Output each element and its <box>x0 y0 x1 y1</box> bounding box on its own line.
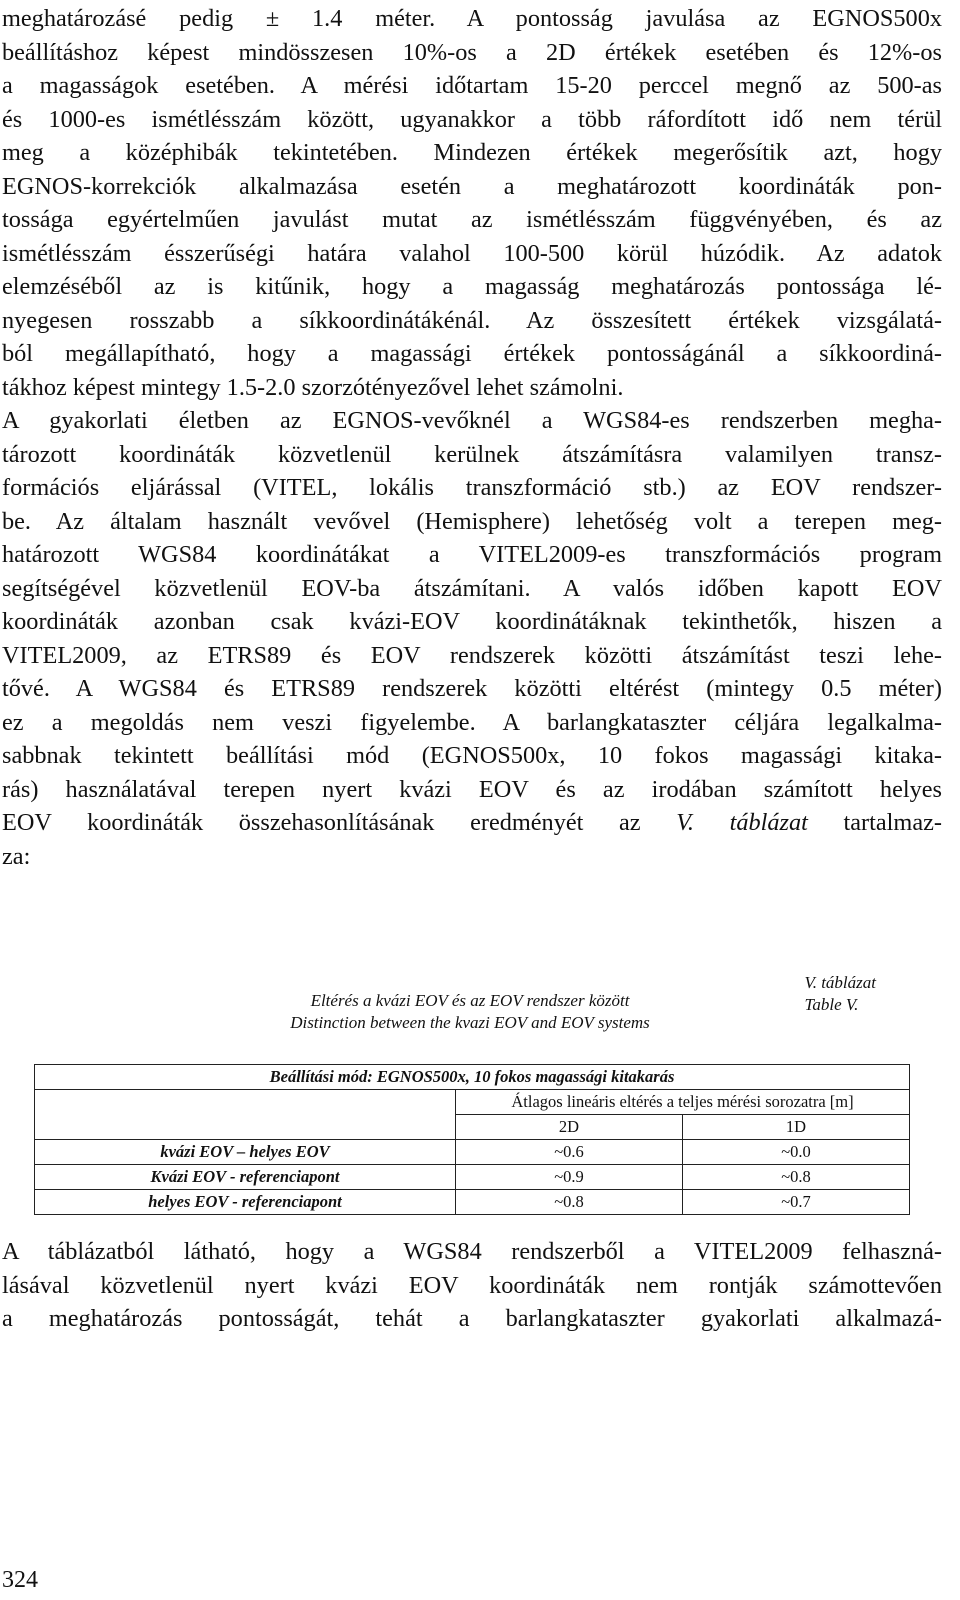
text-line: a meghatározás pontosságát, tehát a barlangkataszter gyakorlati alkalmazá- <box>2 1305 942 1332</box>
value-1d: ~0.8 <box>683 1165 910 1190</box>
value-2d: ~0.6 <box>456 1140 683 1165</box>
table-title-hu: Eltérés a kvázi EOV és az EOV rendszer között <box>310 991 630 1010</box>
table-title-caption <box>250 990 690 1034</box>
text-line: ismétlésszám ésszerűségi határa valahol 100-500 körül húzódik. Az adatok <box>2 239 942 267</box>
text-fragment: EOV koordináták összehasonlításának eredményét az <box>2 809 677 836</box>
value-2d: ~0.9 <box>456 1165 683 1190</box>
row-label: helyes EOV - referenciapont <box>35 1190 456 1215</box>
text-line: koordináták azonban csak kvázi-EOV koordinátáknak tekinthetők, hiszen a <box>2 608 942 635</box>
table-number-caption <box>805 972 876 1016</box>
text-line: a magasságok esetében. A mérési időtartam 15-20 perccel megnő az 500-as <box>2 72 942 99</box>
page-number: 324 <box>2 1567 38 1593</box>
text-line: za: <box>2 842 31 870</box>
table-row <box>35 1190 910 1215</box>
value-1d: ~0.0 <box>683 1140 910 1165</box>
mode-header-cell: Beállítási mód: EGNOS500x, 10 fokos magassági kitakarás <box>35 1065 910 1090</box>
column-header-2d: 2D <box>456 1115 683 1140</box>
text-line: EGNOS-korrekciók alkalmazása esetén a meghatározott koordináták pon- <box>2 172 942 200</box>
text-line: segítségével közvetlenül EOV-ba átszámítani. A valós időben kapott EOV <box>2 574 942 602</box>
table-header-row <box>35 1065 910 1090</box>
text-line: tározott koordináták közvetlenül kerülnek átszámításra valamilyen transz- <box>2 440 942 468</box>
value-2d: ~0.8 <box>456 1190 683 1215</box>
paragraph-2 <box>2 1235 942 1336</box>
text-line: VITEL2009, az ETRS89 és EOV rendszerek közötti átszámítást teszi lehe- <box>2 641 942 669</box>
metric-header-cell: Átlagos lineáris eltérés a teljes mérési sorozatra [m] <box>456 1090 910 1115</box>
table-number-hu: V. táblázat <box>804 973 876 992</box>
row-label: Kvázi EOV - referenciapont <box>35 1165 456 1190</box>
text-line: A gyakorlati életben az EGNOS-vevőknél a WGS84-es rendszerben megha- <box>2 407 942 434</box>
table-header-row <box>35 1090 910 1115</box>
table-reference-link: V. táblázat <box>676 809 808 836</box>
empty-corner-cell <box>35 1090 456 1140</box>
text-line: határozott WGS84 koordinátákat a VITEL2009-es transzformációs program <box>2 541 942 568</box>
text-line-with-table-reference <box>2 806 942 840</box>
text-line: ez a megoldás nem veszi figyelembe. A barlangkataszter céljára legalkalma- <box>2 708 942 736</box>
text-line: és 1000-es ismétlésszám között, ugyanakkor a több ráfordított idő nem térül <box>2 105 942 133</box>
column-header-1d: 1D <box>683 1115 910 1140</box>
text-line: lásával közvetlenül nyert kvázi EOV koordináták nem rontják számottevően <box>2 1271 942 1299</box>
table-row <box>35 1140 910 1165</box>
table-title-en: Distinction between the kvazi EOV and EOV systems <box>290 1013 650 1032</box>
text-line: meghatározásé pedig ± 1.4 méter. A pontosság javulása az EGNOS500x <box>2 5 942 32</box>
value-1d: ~0.7 <box>683 1190 910 1215</box>
text-line: tossága egyértelműen javulást mutat az ismétlésszám függvényében, és az <box>2 206 942 233</box>
text-line: nyegesen rosszabb a síkkoordinátákénál. Az összesített értékek vizsgálatá- <box>2 306 942 334</box>
text-line: sabbnak tekintett beállítási mód (EGNOS500x, 10 fokos magassági kitaka- <box>2 742 942 769</box>
table-row <box>35 1165 910 1190</box>
table-number-en: Table V. <box>804 995 859 1014</box>
text-line: ból megállapítható, hogy a magassági értékek pontosságánál a síkkoordiná- <box>2 340 942 367</box>
text-line: elemzéséből az is kitűnik, hogy a magasság meghatározás pontossága lé- <box>2 273 942 300</box>
text-line: beállításhoz képest mindösszesen 10%-os a 2D értékek esetében és 12%-os <box>2 38 942 66</box>
paragraph-1 <box>2 2 942 873</box>
text-line: tákhoz képest mintegy 1.5-2.0 szorzótényezővel lehet számolni. <box>2 373 624 401</box>
text-line: tővé. A WGS84 és ETRS89 rendszerek közötti eltérést (mintegy 0.5 méter) <box>2 675 942 702</box>
text-line: rás) használatával terepen nyert kvázi EOV és az irodában számított helyes <box>2 775 942 803</box>
text-fragment: tartalmaz- <box>807 809 942 836</box>
data-table <box>34 1064 910 1215</box>
row-label: kvázi EOV – helyes EOV <box>35 1140 456 1165</box>
text-line: A táblázatból látható, hogy a WGS84 rendszerből a VITEL2009 felhaszná- <box>2 1238 942 1265</box>
text-line: be. Az általam használt vevővel (Hemisphere) lehetőség volt a terepen meg- <box>2 507 942 535</box>
text-line: meg a középhibák tekintetében. Mindezen értékek megerősítik azt, hogy <box>2 139 942 166</box>
text-line: formációs eljárással (VITEL, lokális transzformáció stb.) az EOV rendszer- <box>2 474 942 501</box>
